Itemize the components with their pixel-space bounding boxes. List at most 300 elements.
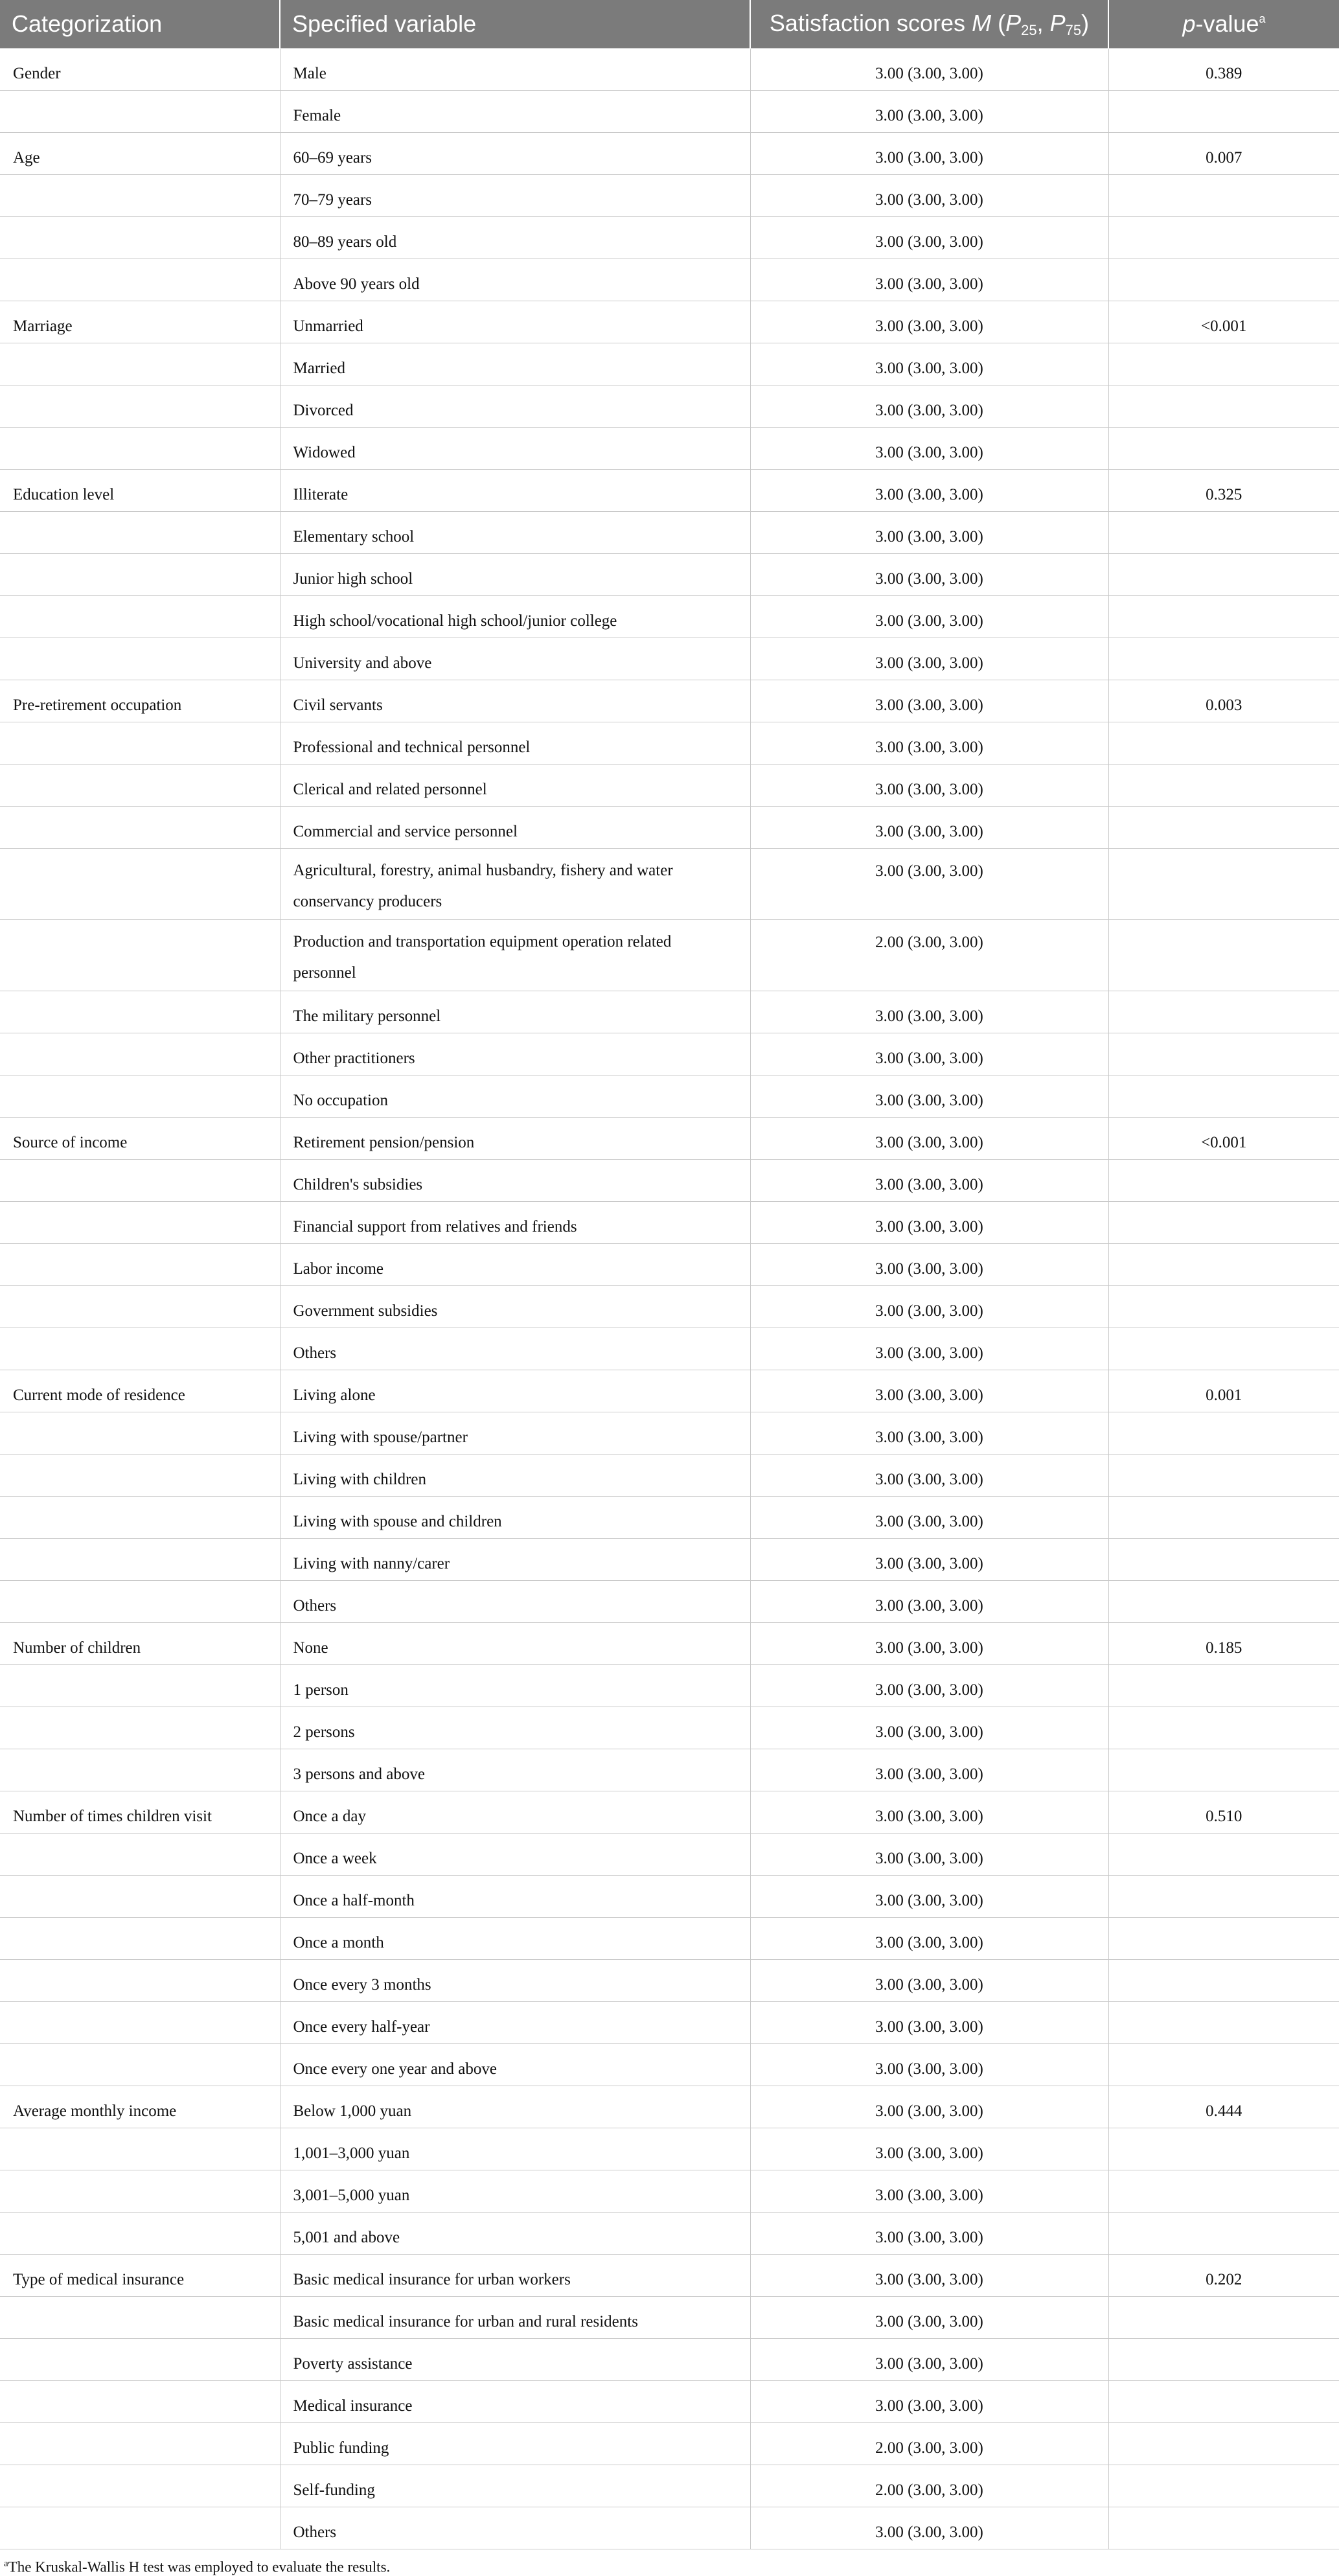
- cell-score: 3.00 (3.00, 3.00): [750, 1876, 1108, 1918]
- cell-category: [0, 175, 280, 217]
- cell-variable: Basic medical insurance for urban and rural residents: [280, 2297, 750, 2339]
- cell-p-value: [1108, 991, 1339, 1033]
- table-row: [0, 596, 1339, 638]
- cell-category: [0, 1834, 280, 1876]
- table-row: [0, 2507, 1339, 2549]
- cell-score: 3.00 (3.00, 3.00): [750, 1202, 1108, 1244]
- cell-variable: Public funding: [280, 2423, 750, 2465]
- table-row: [0, 1244, 1339, 1286]
- cell-category: [0, 2213, 280, 2255]
- cell-p-value: [1108, 259, 1339, 301]
- cell-variable: 3,001–5,000 yuan: [280, 2170, 750, 2213]
- cell-p-value: <0.001: [1108, 301, 1339, 343]
- cell-p-value: [1108, 91, 1339, 133]
- table-row: [0, 920, 1339, 991]
- table-row: [0, 343, 1339, 385]
- cell-category: [0, 512, 280, 554]
- cell-p-value: <0.001: [1108, 1118, 1339, 1160]
- cell-p-value: [1108, 1075, 1339, 1118]
- table-row: [0, 807, 1339, 849]
- table-row: [0, 849, 1339, 920]
- cell-variable: Once every one year and above: [280, 2044, 750, 2086]
- table-row: [0, 991, 1339, 1033]
- table-row: [0, 1581, 1339, 1623]
- table-row: [0, 1834, 1339, 1876]
- cell-category: [0, 2128, 280, 2170]
- cell-category: [0, 1075, 280, 1118]
- cell-p-value: [1108, 554, 1339, 596]
- cell-score: 3.00 (3.00, 3.00): [750, 2044, 1108, 2086]
- cell-score: 3.00 (3.00, 3.00): [750, 2255, 1108, 2297]
- cell-variable: Children's subsidies: [280, 1160, 750, 1202]
- cell-variable: Commercial and service personnel: [280, 807, 750, 849]
- cell-category: [0, 849, 280, 920]
- table-row: [0, 512, 1339, 554]
- table-row: [0, 638, 1339, 680]
- cell-score: 3.00 (3.00, 3.00): [750, 91, 1108, 133]
- table-row: [0, 2381, 1339, 2423]
- cell-score: 3.00 (3.00, 3.00): [750, 807, 1108, 849]
- cell-category: Number of times children visit: [0, 1791, 280, 1834]
- cell-score: 3.00 (3.00, 3.00): [750, 1707, 1108, 1749]
- cell-category: Type of medical insurance: [0, 2255, 280, 2297]
- cell-p-value: [1108, 1497, 1339, 1539]
- cell-variable: Once a month: [280, 1918, 750, 1960]
- cell-p-value: 0.001: [1108, 1370, 1339, 1412]
- footnote-text: The Kruskal-Wallis H test was employed to evaluate the results.: [8, 2559, 391, 2575]
- table-row: [0, 1665, 1339, 1707]
- cell-variable: Civil servants: [280, 680, 750, 722]
- table-row: [0, 2044, 1339, 2086]
- cell-variable: Above 90 years old: [280, 259, 750, 301]
- cell-score: 3.00 (3.00, 3.00): [750, 1834, 1108, 1876]
- cell-variable: Married: [280, 343, 750, 385]
- header-p-rest: -value: [1195, 10, 1259, 37]
- cell-score: 3.00 (3.00, 3.00): [750, 1749, 1108, 1791]
- cell-variable: Once a day: [280, 1791, 750, 1834]
- cell-variable: Once a half-month: [280, 1876, 750, 1918]
- cell-p-value: [1108, 2507, 1339, 2549]
- cell-p-value: [1108, 343, 1339, 385]
- cell-score: 2.00 (3.00, 3.00): [750, 920, 1108, 991]
- table-row: [0, 2170, 1339, 2213]
- cell-score: 2.00 (3.00, 3.00): [750, 2465, 1108, 2507]
- cell-category: [0, 2339, 280, 2381]
- cell-p-value: [1108, 428, 1339, 470]
- cell-category: [0, 1202, 280, 1244]
- cell-score: 3.00 (3.00, 3.00): [750, 1244, 1108, 1286]
- cell-p-value: [1108, 765, 1339, 807]
- table-row: [0, 49, 1339, 91]
- cell-category: Number of children: [0, 1623, 280, 1665]
- cell-category: [0, 91, 280, 133]
- cell-variable: Clerical and related personnel: [280, 765, 750, 807]
- cell-variable: Financial support from relatives and friends: [280, 1202, 750, 1244]
- cell-p-value: [1108, 2128, 1339, 2170]
- cell-score: 3.00 (3.00, 3.00): [750, 2381, 1108, 2423]
- cell-category: [0, 1160, 280, 1202]
- cell-p-value: [1108, 512, 1339, 554]
- cell-variable: 60–69 years: [280, 133, 750, 175]
- cell-score: 3.00 (3.00, 3.00): [750, 133, 1108, 175]
- cell-variable: Male: [280, 49, 750, 91]
- cell-p-value: [1108, 1286, 1339, 1328]
- cell-category: [0, 554, 280, 596]
- cell-p-value: 0.185: [1108, 1623, 1339, 1665]
- cell-category: Current mode of residence: [0, 1370, 280, 1412]
- table-row: [0, 1707, 1339, 1749]
- cell-p-value: 0.510: [1108, 1791, 1339, 1834]
- cell-p-value: [1108, 1412, 1339, 1455]
- cell-category: [0, 722, 280, 765]
- cell-score: 3.00 (3.00, 3.00): [750, 2128, 1108, 2170]
- cell-p-value: [1108, 1160, 1339, 1202]
- cell-p-value: [1108, 1033, 1339, 1075]
- cell-variable: Junior high school: [280, 554, 750, 596]
- cell-category: [0, 596, 280, 638]
- cell-p-value: [1108, 1202, 1339, 1244]
- cell-score: 3.00 (3.00, 3.00): [750, 2086, 1108, 2128]
- cell-variable: Others: [280, 2507, 750, 2549]
- table-row: [0, 1160, 1339, 1202]
- cell-category: Age: [0, 133, 280, 175]
- cell-p-value: [1108, 1244, 1339, 1286]
- table-row: [0, 259, 1339, 301]
- cell-variable: Agricultural, forestry, animal husbandry, fishery and water conservancy producers: [280, 849, 750, 920]
- cell-variable: Retirement pension/pension: [280, 1118, 750, 1160]
- cell-score: 3.00 (3.00, 3.00): [750, 1539, 1108, 1581]
- table-row: [0, 554, 1339, 596]
- cell-variable: University and above: [280, 638, 750, 680]
- cell-category: Marriage: [0, 301, 280, 343]
- cell-variable: Basic medical insurance for urban workers: [280, 2255, 750, 2297]
- cell-variable: Poverty assistance: [280, 2339, 750, 2381]
- cell-score: 3.00 (3.00, 3.00): [750, 1665, 1108, 1707]
- table-row: [0, 1286, 1339, 1328]
- cell-category: [0, 2170, 280, 2213]
- cell-p-value: [1108, 2002, 1339, 2044]
- header-satisfaction-close: ): [1081, 9, 1090, 36]
- cell-score: 3.00 (3.00, 3.00): [750, 259, 1108, 301]
- cell-p-value: [1108, 2423, 1339, 2465]
- cell-category: [0, 2465, 280, 2507]
- table-row: [0, 1497, 1339, 1539]
- cell-variable: Living with nanny/carer: [280, 1539, 750, 1581]
- table-row: [0, 428, 1339, 470]
- table-row: [0, 1623, 1339, 1665]
- cell-p-value: [1108, 1749, 1339, 1791]
- cell-score: 3.00 (3.00, 3.00): [750, 2170, 1108, 2213]
- cell-p-value: [1108, 385, 1339, 428]
- cell-p-value: 0.325: [1108, 470, 1339, 512]
- cell-p-value: [1108, 1539, 1339, 1581]
- cell-score: 3.00 (3.00, 3.00): [750, 1328, 1108, 1370]
- header-satisfaction-prefix: Satisfaction scores: [769, 9, 972, 36]
- cell-category: [0, 2423, 280, 2465]
- cell-category: [0, 2044, 280, 2086]
- cell-variable: Widowed: [280, 428, 750, 470]
- cell-p-value: [1108, 1455, 1339, 1497]
- cell-p-value: 0.007: [1108, 133, 1339, 175]
- table-header: [0, 0, 1339, 49]
- cell-category: [0, 1581, 280, 1623]
- cell-p-value: 0.202: [1108, 2255, 1339, 2297]
- header-satisfaction-p75-sub: 75: [1065, 21, 1082, 38]
- cell-variable: Divorced: [280, 385, 750, 428]
- cell-p-value: [1108, 1834, 1339, 1876]
- cell-category: [0, 217, 280, 259]
- cell-score: 3.00 (3.00, 3.00): [750, 1960, 1108, 2002]
- cell-score: 3.00 (3.00, 3.00): [750, 385, 1108, 428]
- table-row: [0, 91, 1339, 133]
- cell-score: 3.00 (3.00, 3.00): [750, 554, 1108, 596]
- cell-p-value: [1108, 1328, 1339, 1370]
- cell-score: 3.00 (3.00, 3.00): [750, 765, 1108, 807]
- table-row: [0, 765, 1339, 807]
- cell-p-value: [1108, 2297, 1339, 2339]
- cell-score: 3.00 (3.00, 3.00): [750, 1455, 1108, 1497]
- cell-variable: None: [280, 1623, 750, 1665]
- table-body: [0, 49, 1339, 2549]
- cell-category: [0, 1497, 280, 1539]
- cell-score: 3.00 (3.00, 3.00): [750, 217, 1108, 259]
- cell-p-value: [1108, 920, 1339, 991]
- cell-category: [0, 1244, 280, 1286]
- cell-variable: The military personnel: [280, 991, 750, 1033]
- cell-score: 3.00 (3.00, 3.00): [750, 2213, 1108, 2255]
- cell-category: [0, 1328, 280, 1370]
- cell-variable: Living alone: [280, 1370, 750, 1412]
- cell-score: 3.00 (3.00, 3.00): [750, 1370, 1108, 1412]
- table-row: [0, 1791, 1339, 1834]
- table-row: [0, 1118, 1339, 1160]
- cell-p-value: 0.444: [1108, 2086, 1339, 2128]
- footnote-marker: a: [4, 2559, 8, 2569]
- cell-score: 3.00 (3.00, 3.00): [750, 1581, 1108, 1623]
- cell-p-value: [1108, 1960, 1339, 2002]
- cell-score: 3.00 (3.00, 3.00): [750, 512, 1108, 554]
- cell-p-value: [1108, 2381, 1339, 2423]
- cell-category: [0, 428, 280, 470]
- table-row: [0, 2339, 1339, 2381]
- table-row: [0, 2255, 1339, 2297]
- footnote: [0, 2549, 1339, 2576]
- table-row: [0, 1033, 1339, 1075]
- cell-category: Education level: [0, 470, 280, 512]
- table-row: [0, 2086, 1339, 2128]
- cell-score: 3.00 (3.00, 3.00): [750, 1497, 1108, 1539]
- cell-variable: Living with spouse/partner: [280, 1412, 750, 1455]
- cell-score: 3.00 (3.00, 3.00): [750, 1286, 1108, 1328]
- cell-score: 3.00 (3.00, 3.00): [750, 991, 1108, 1033]
- cell-category: [0, 1665, 280, 1707]
- cell-category: [0, 385, 280, 428]
- cell-score: 3.00 (3.00, 3.00): [750, 1033, 1108, 1075]
- cell-variable: Self-funding: [280, 2465, 750, 2507]
- cell-variable: Government subsidies: [280, 1286, 750, 1328]
- cell-score: 3.00 (3.00, 3.00): [750, 49, 1108, 91]
- table-row: [0, 2128, 1339, 2170]
- cell-score: 3.00 (3.00, 3.00): [750, 301, 1108, 343]
- header-satisfaction-p75-letter: P: [1049, 9, 1066, 36]
- cell-score: 3.00 (3.00, 3.00): [750, 343, 1108, 385]
- cell-category: [0, 1539, 280, 1581]
- cell-category: [0, 638, 280, 680]
- cell-variable: Unmarried: [280, 301, 750, 343]
- cell-category: [0, 1960, 280, 2002]
- cell-score: 3.00 (3.00, 3.00): [750, 849, 1108, 920]
- cell-category: [0, 1918, 280, 1960]
- header-p-letter: p: [1182, 10, 1196, 37]
- cell-score: 3.00 (3.00, 3.00): [750, 680, 1108, 722]
- cell-variable: Female: [280, 91, 750, 133]
- cell-variable: Once every half-year: [280, 2002, 750, 2044]
- cell-category: [0, 1455, 280, 1497]
- cell-variable: Medical insurance: [280, 2381, 750, 2423]
- table-row: [0, 175, 1339, 217]
- cell-category: [0, 1876, 280, 1918]
- cell-variable: Below 1,000 yuan: [280, 2086, 750, 2128]
- table-row: [0, 1412, 1339, 1455]
- header-satisfaction-p25-sub: 25: [1021, 21, 1037, 38]
- cell-category: [0, 1749, 280, 1791]
- cell-p-value: [1108, 1581, 1339, 1623]
- cell-category: Gender: [0, 49, 280, 91]
- cell-category: [0, 2002, 280, 2044]
- cell-score: 3.00 (3.00, 3.00): [750, 428, 1108, 470]
- cell-variable: 3 persons and above: [280, 1749, 750, 1791]
- table-row: [0, 722, 1339, 765]
- cell-category: [0, 807, 280, 849]
- cell-variable: 5,001 and above: [280, 2213, 750, 2255]
- cell-variable: Elementary school: [280, 512, 750, 554]
- table-row: [0, 217, 1339, 259]
- table-row: [0, 470, 1339, 512]
- cell-category: [0, 1412, 280, 1455]
- table-row: [0, 2297, 1339, 2339]
- cell-variable: Once a week: [280, 1834, 750, 1876]
- cell-category: [0, 1286, 280, 1328]
- cell-p-value: [1108, 638, 1339, 680]
- header-categorization: Categorization: [0, 0, 280, 49]
- table-row: [0, 385, 1339, 428]
- cell-variable: Production and transportation equipment operation related personnel: [280, 920, 750, 991]
- cell-p-value: [1108, 807, 1339, 849]
- cell-score: 3.00 (3.00, 3.00): [750, 470, 1108, 512]
- cell-p-value: [1108, 1876, 1339, 1918]
- cell-p-value: [1108, 217, 1339, 259]
- cell-p-value: 0.389: [1108, 49, 1339, 91]
- table-row: [0, 1328, 1339, 1370]
- cell-p-value: [1108, 2213, 1339, 2255]
- header-p-value: [1108, 0, 1339, 49]
- table-row: [0, 2423, 1339, 2465]
- table-row: [0, 1370, 1339, 1412]
- cell-variable: Once every 3 months: [280, 1960, 750, 2002]
- header-satisfaction-p25-letter: P: [1005, 9, 1022, 36]
- cell-score: 3.00 (3.00, 3.00): [750, 722, 1108, 765]
- cell-score: 3.00 (3.00, 3.00): [750, 638, 1108, 680]
- table-row: [0, 1455, 1339, 1497]
- cell-p-value: [1108, 2044, 1339, 2086]
- cell-category: [0, 259, 280, 301]
- cell-category: [0, 2381, 280, 2423]
- table-row: [0, 1876, 1339, 1918]
- cell-variable: Others: [280, 1581, 750, 1623]
- table-row: [0, 2213, 1339, 2255]
- cell-p-value: [1108, 1918, 1339, 1960]
- cell-category: [0, 343, 280, 385]
- cell-score: 3.00 (3.00, 3.00): [750, 2297, 1108, 2339]
- cell-category: [0, 2297, 280, 2339]
- cell-variable: 80–89 years old: [280, 217, 750, 259]
- header-satisfaction-m: M: [972, 9, 992, 36]
- cell-variable: Other practitioners: [280, 1033, 750, 1075]
- cell-category: Average monthly income: [0, 2086, 280, 2128]
- cell-p-value: [1108, 2170, 1339, 2213]
- cell-variable: Professional and technical personnel: [280, 722, 750, 765]
- table-row: [0, 1202, 1339, 1244]
- cell-variable: 2 persons: [280, 1707, 750, 1749]
- cell-p-value: [1108, 849, 1339, 920]
- cell-variable: Living with spouse and children: [280, 1497, 750, 1539]
- cell-score: 3.00 (3.00, 3.00): [750, 1118, 1108, 1160]
- cell-variable: Labor income: [280, 1244, 750, 1286]
- cell-category: [0, 2507, 280, 2549]
- cell-category: [0, 920, 280, 991]
- cell-variable: Living with children: [280, 1455, 750, 1497]
- cell-category: [0, 765, 280, 807]
- cell-variable: Others: [280, 1328, 750, 1370]
- cell-score: 3.00 (3.00, 3.00): [750, 1412, 1108, 1455]
- cell-score: 3.00 (3.00, 3.00): [750, 1918, 1108, 1960]
- table-row: [0, 1075, 1339, 1118]
- cell-p-value: [1108, 2465, 1339, 2507]
- header-satisfaction-comma: ,: [1036, 9, 1050, 36]
- cell-score: 3.00 (3.00, 3.00): [750, 1160, 1108, 1202]
- cell-p-value: [1108, 175, 1339, 217]
- header-satisfaction-scores: [750, 0, 1108, 49]
- cell-p-value: [1108, 1665, 1339, 1707]
- header-satisfaction-open: (: [991, 9, 1006, 36]
- table-row: [0, 1749, 1339, 1791]
- cell-score: 3.00 (3.00, 3.00): [750, 596, 1108, 638]
- header-specified-variable: Specified variable: [280, 0, 750, 49]
- cell-variable: 1,001–3,000 yuan: [280, 2128, 750, 2170]
- table-row: [0, 1918, 1339, 1960]
- table-row: [0, 2002, 1339, 2044]
- cell-variable: 1 person: [280, 1665, 750, 1707]
- cell-p-value: [1108, 722, 1339, 765]
- cell-category: Source of income: [0, 1118, 280, 1160]
- cell-score: 3.00 (3.00, 3.00): [750, 2002, 1108, 2044]
- cell-p-value: 0.003: [1108, 680, 1339, 722]
- cell-category: Pre-retirement occupation: [0, 680, 280, 722]
- table-row: [0, 680, 1339, 722]
- cell-score: 3.00 (3.00, 3.00): [750, 1075, 1108, 1118]
- cell-category: [0, 1707, 280, 1749]
- table-row: [0, 133, 1339, 175]
- cell-score: 3.00 (3.00, 3.00): [750, 1623, 1108, 1665]
- cell-category: [0, 1033, 280, 1075]
- table-row: [0, 2465, 1339, 2507]
- table-row: [0, 301, 1339, 343]
- cell-p-value: [1108, 1707, 1339, 1749]
- table-row: [0, 1539, 1339, 1581]
- cell-variable: 70–79 years: [280, 175, 750, 217]
- cell-variable: No occupation: [280, 1075, 750, 1118]
- cell-score: 3.00 (3.00, 3.00): [750, 175, 1108, 217]
